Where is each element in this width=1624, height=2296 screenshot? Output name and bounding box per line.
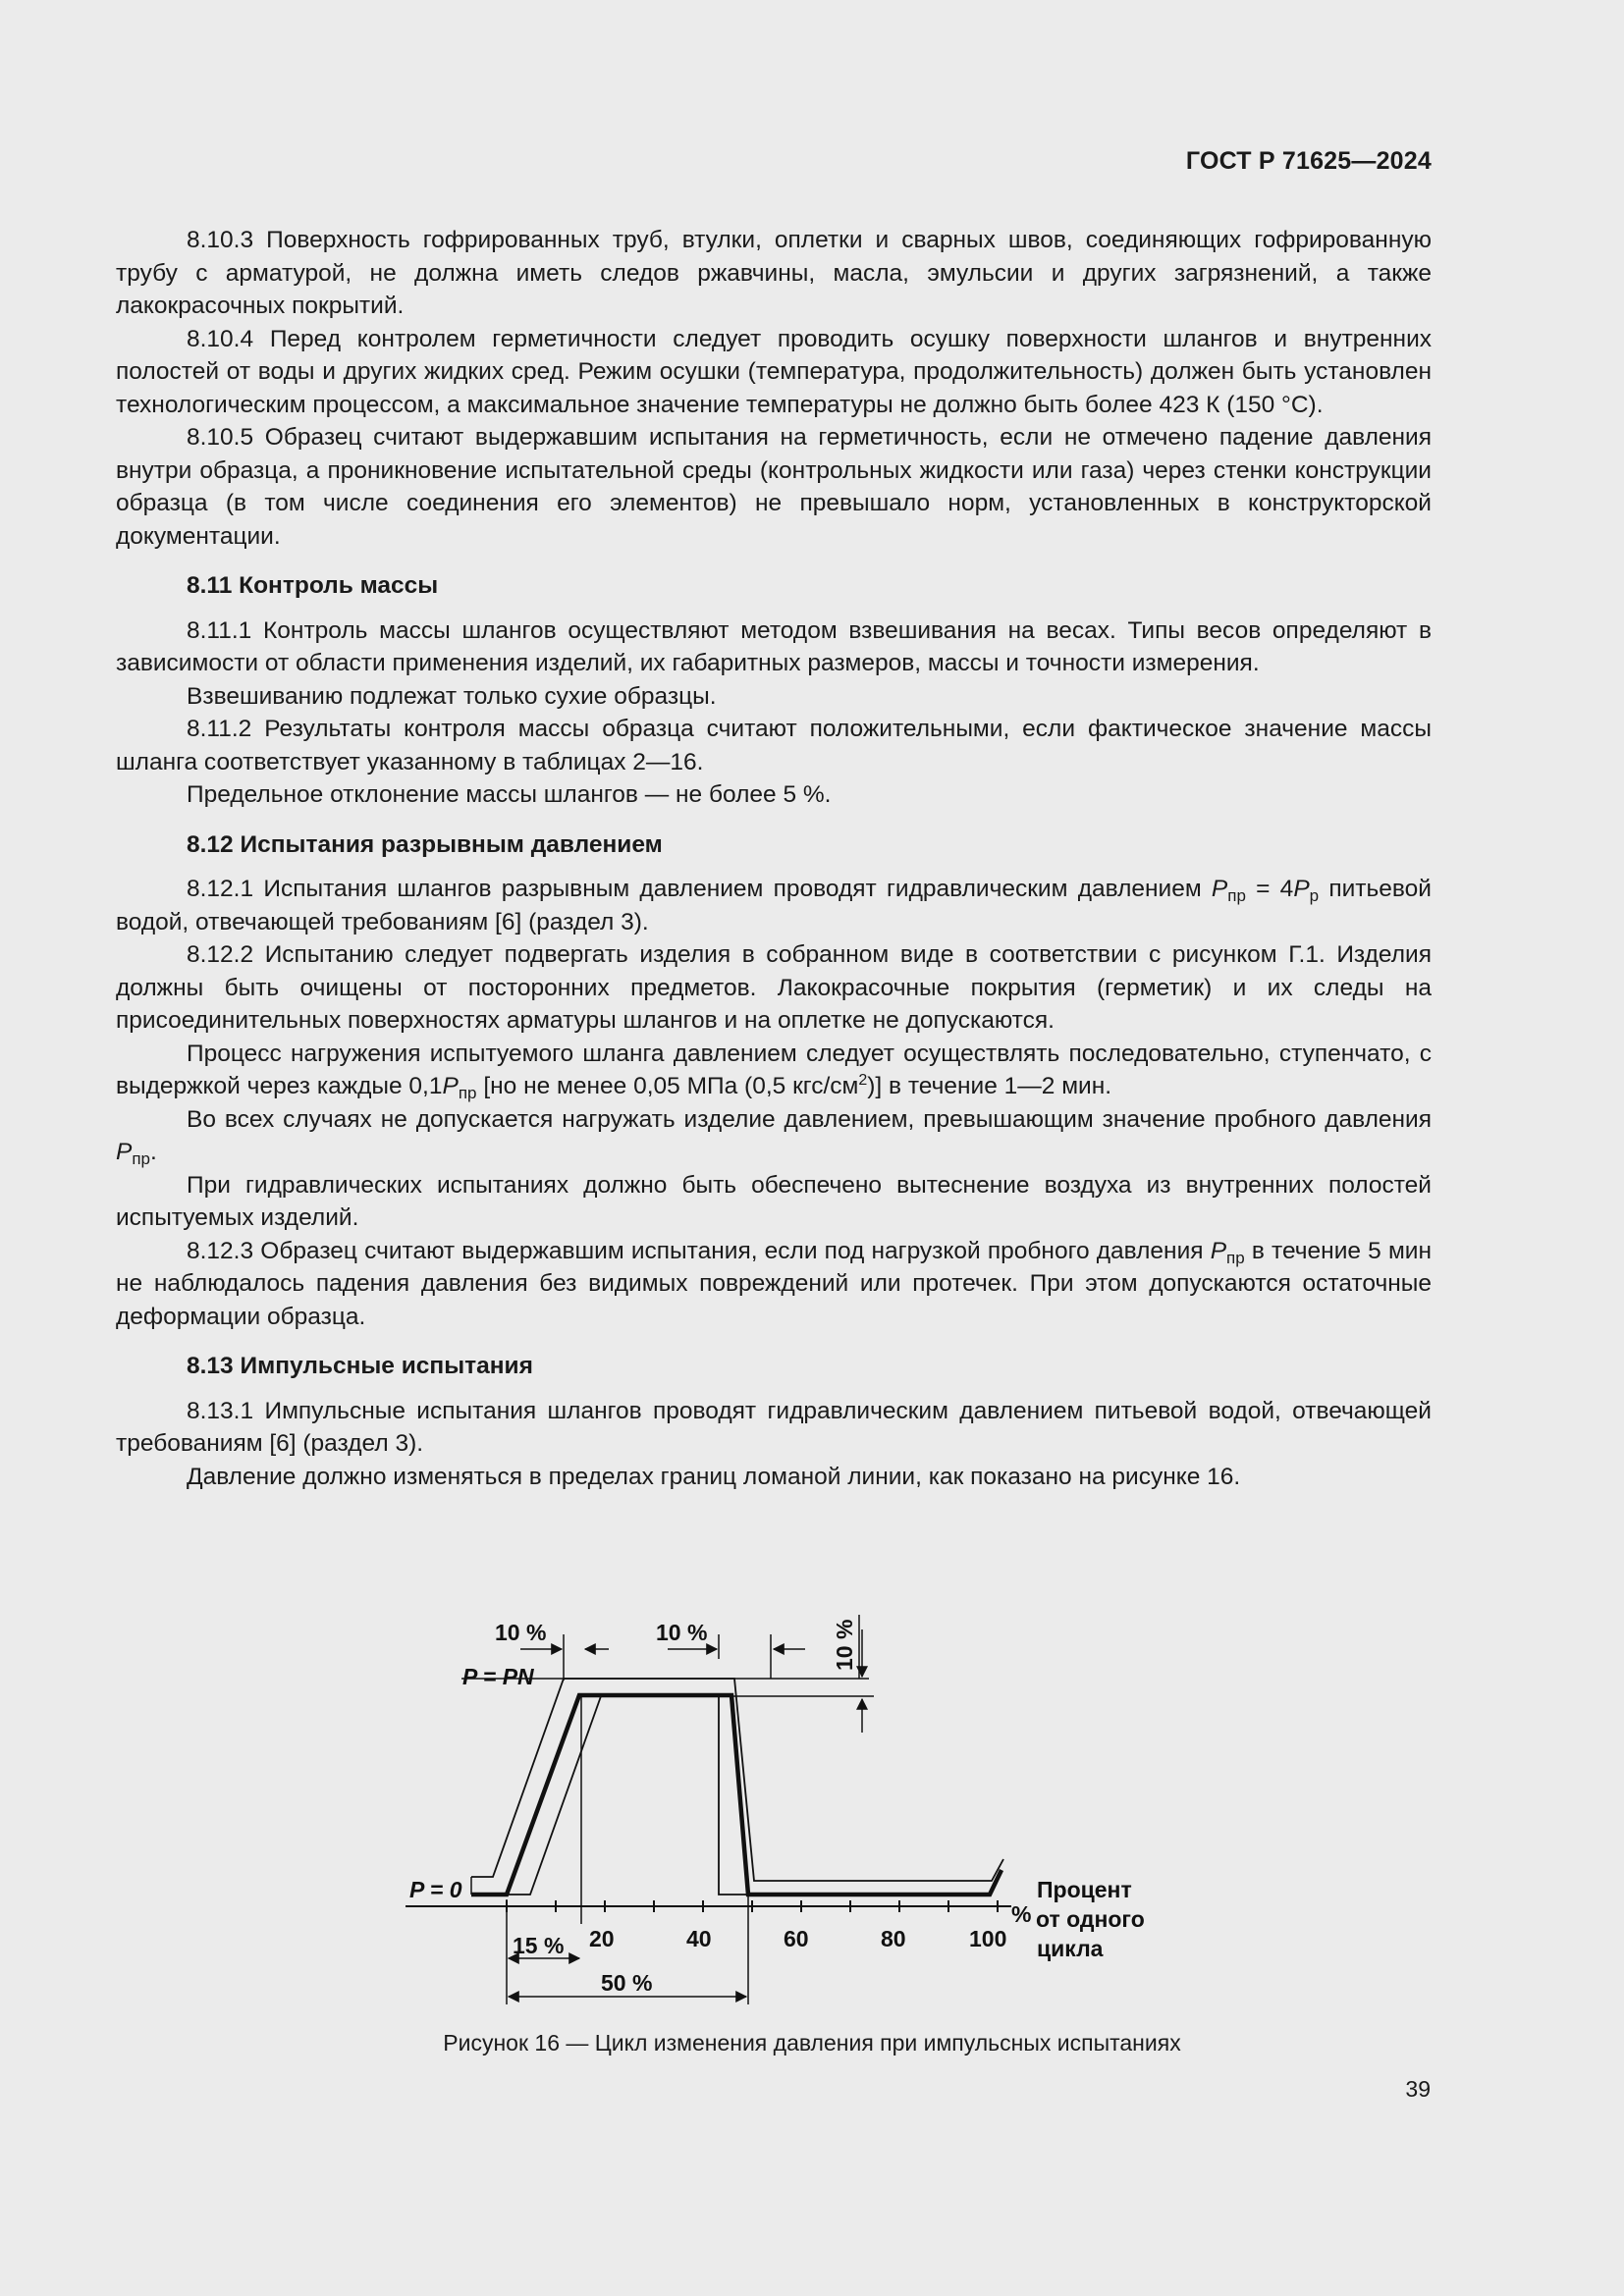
- label-p-pn: P = PN: [462, 1664, 534, 1689]
- label-p-zero: P = 0: [409, 1877, 462, 1902]
- axis-title-line-1: Процент: [1037, 1877, 1132, 1902]
- paragraph-8-12-1: 8.12.1 Испытания шлангов разрывным давлением проводят гидравлическим давлением $P_{пр} = 4P_р$ питьевой водой, отвечающей требованиям [6] (раздел 3).: [116, 876, 1432, 935]
- paragraph-all-cases: Во всех случаях не допускается нагружать изделие давлением, превышающим значение пробного давления $P_{пр}$.: [116, 1105, 1432, 1168]
- paragraph-8-13-1: 8.13.1 Импульсные испытания шлангов проводят гидравлическим давлением питьевой водой, отвечающей требованиям [6] (раздел 3).: [116, 1397, 1432, 1457]
- nominal-pressure-curve: [471, 1695, 1001, 1895]
- paragraph-8-11-2: 8.11.2 Результаты контроля массы образца считают положительными, если фактическое значение массы шланга соответствует указанному в таблицах 2—16.: [116, 716, 1432, 775]
- paragraph-pressure-limits: Давление должно изменяться в пределах границ ломаной линии, как показано на рисунке 16.: [187, 1463, 1241, 1490]
- label-10-left: 10 %: [495, 1620, 547, 1645]
- paragraph-loading-process: Процесс нагружения испытуемого шланга давлением следует осуществлять последовательно, ступенчато, с выдержкой через каждые $0,1P_{пр}$ [но не менее 0,05 МПа (0,5 кгс/$см^2$)] в течение 1—2 мин.: [116, 1040, 1432, 1102]
- paragraph-8-10-4: 8.10.4 Перед контролем герметичности следует проводить осушку поверхности шлангов и внутренних полостей от воды и других жидких сред. Режим осушки (температура, продолжительность) должен быть установлен технологическим процессом, а максимальное значение температуры не должно быть более 423 К (150 °С).: [116, 325, 1432, 418]
- paragraph-hydraulic-air: При гидравлических испытаниях должно быть обеспечено вытеснение воздуха из внутренних полостей испытуемых изделий.: [116, 1171, 1432, 1231]
- paragraph-8-12-2: 8.12.2 Испытанию следует подвергать изделия в собранном виде в соответствии с рисунком Г.1. Изделия должны быть очищены от посторонних предметов. Лакокрасочные покрытия (герметик) и их следы на присоединительных поверхностях арматуры шлангов и на оплетке не допускаются.: [116, 941, 1432, 1034]
- tick-label-40: 40: [686, 1926, 712, 1951]
- figure-16-pressure-cycle: [393, 1610, 1159, 2012]
- label-10-vert: 10 %: [832, 1619, 857, 1671]
- figure-caption: Рисунок 16 — Цикл изменения давления при импульсных испытаниях: [443, 2030, 1181, 2056]
- axis-title-line-2: от одного: [1036, 1906, 1145, 1932]
- document-body: [116, 224, 1432, 1493]
- paragraph-8-10-3: 8.10.3 Поверхность гофрированных труб, втулки, оплетки и сварных швов, соединяющих гофрированную трубу с арматурой, не должна иметь следов ржавчины, масла, эмульсии и других загрязнений, а также лакокрасочных покрытий.: [116, 227, 1432, 319]
- paragraph-mass-tolerance: Предельное отклонение массы шлангов — не более 5 %.: [187, 781, 832, 808]
- tick-label-60: 60: [784, 1926, 809, 1951]
- axis-unit-percent: %: [1011, 1901, 1032, 1927]
- pressure-cycle-diagram: [393, 1610, 1159, 2012]
- label-50: 50 %: [601, 1970, 653, 1996]
- tick-label-80: 80: [881, 1926, 906, 1951]
- page-number: 39: [1405, 2076, 1431, 2102]
- tick-label-20: 20: [589, 1926, 615, 1951]
- tick-label-100: 100: [969, 1926, 1007, 1951]
- label-15: 15 %: [513, 1933, 565, 1958]
- paragraph-8-10-5: 8.10.5 Образец считают выдержавшим испытания на герметичность, если не отмечено падение давления внутри образца, а проникновение испытательной среды (контрольных жидкости или газа) через стенки конструкции образца (в том числе соединения его элементов) не превышало норм, установленных в конструкторской документации.: [116, 424, 1432, 550]
- label-10-mid: 10 %: [656, 1620, 708, 1645]
- section-heading-8-11: 8.11 Контроль массы: [187, 572, 439, 599]
- lower-tolerance-envelope: [471, 1696, 992, 1895]
- paragraph-dry-samples: Взвешиванию подлежат только сухие образцы.: [187, 682, 717, 710]
- section-heading-8-12: 8.12 Испытания разрывным давлением: [187, 830, 663, 858]
- document-header: ГОСТ Р 71625—2024: [1185, 147, 1432, 175]
- paragraph-8-12-3: 8.12.3 Образец считают выдержавшим испытания, если под нагрузкой пробного давления $P_{пр}$ в течение 5 мин не наблюдалось падения давления без видимых повреждений или протечек. При этом допускаются остаточные деформации образца.: [116, 1237, 1433, 1330]
- section-heading-8-13: 8.13 Импульсные испытания: [187, 1353, 533, 1379]
- paragraph-8-11-1: 8.11.1 Контроль массы шлангов осуществляют методом взвешивания на весах. Типы весов определяют в зависимости от области применения изделий, их габаритных размеров, массы и точности измерения.: [116, 616, 1432, 676]
- axis-title-line-3: цикла: [1037, 1936, 1104, 1961]
- x-tick-labels: [589, 1926, 1006, 1951]
